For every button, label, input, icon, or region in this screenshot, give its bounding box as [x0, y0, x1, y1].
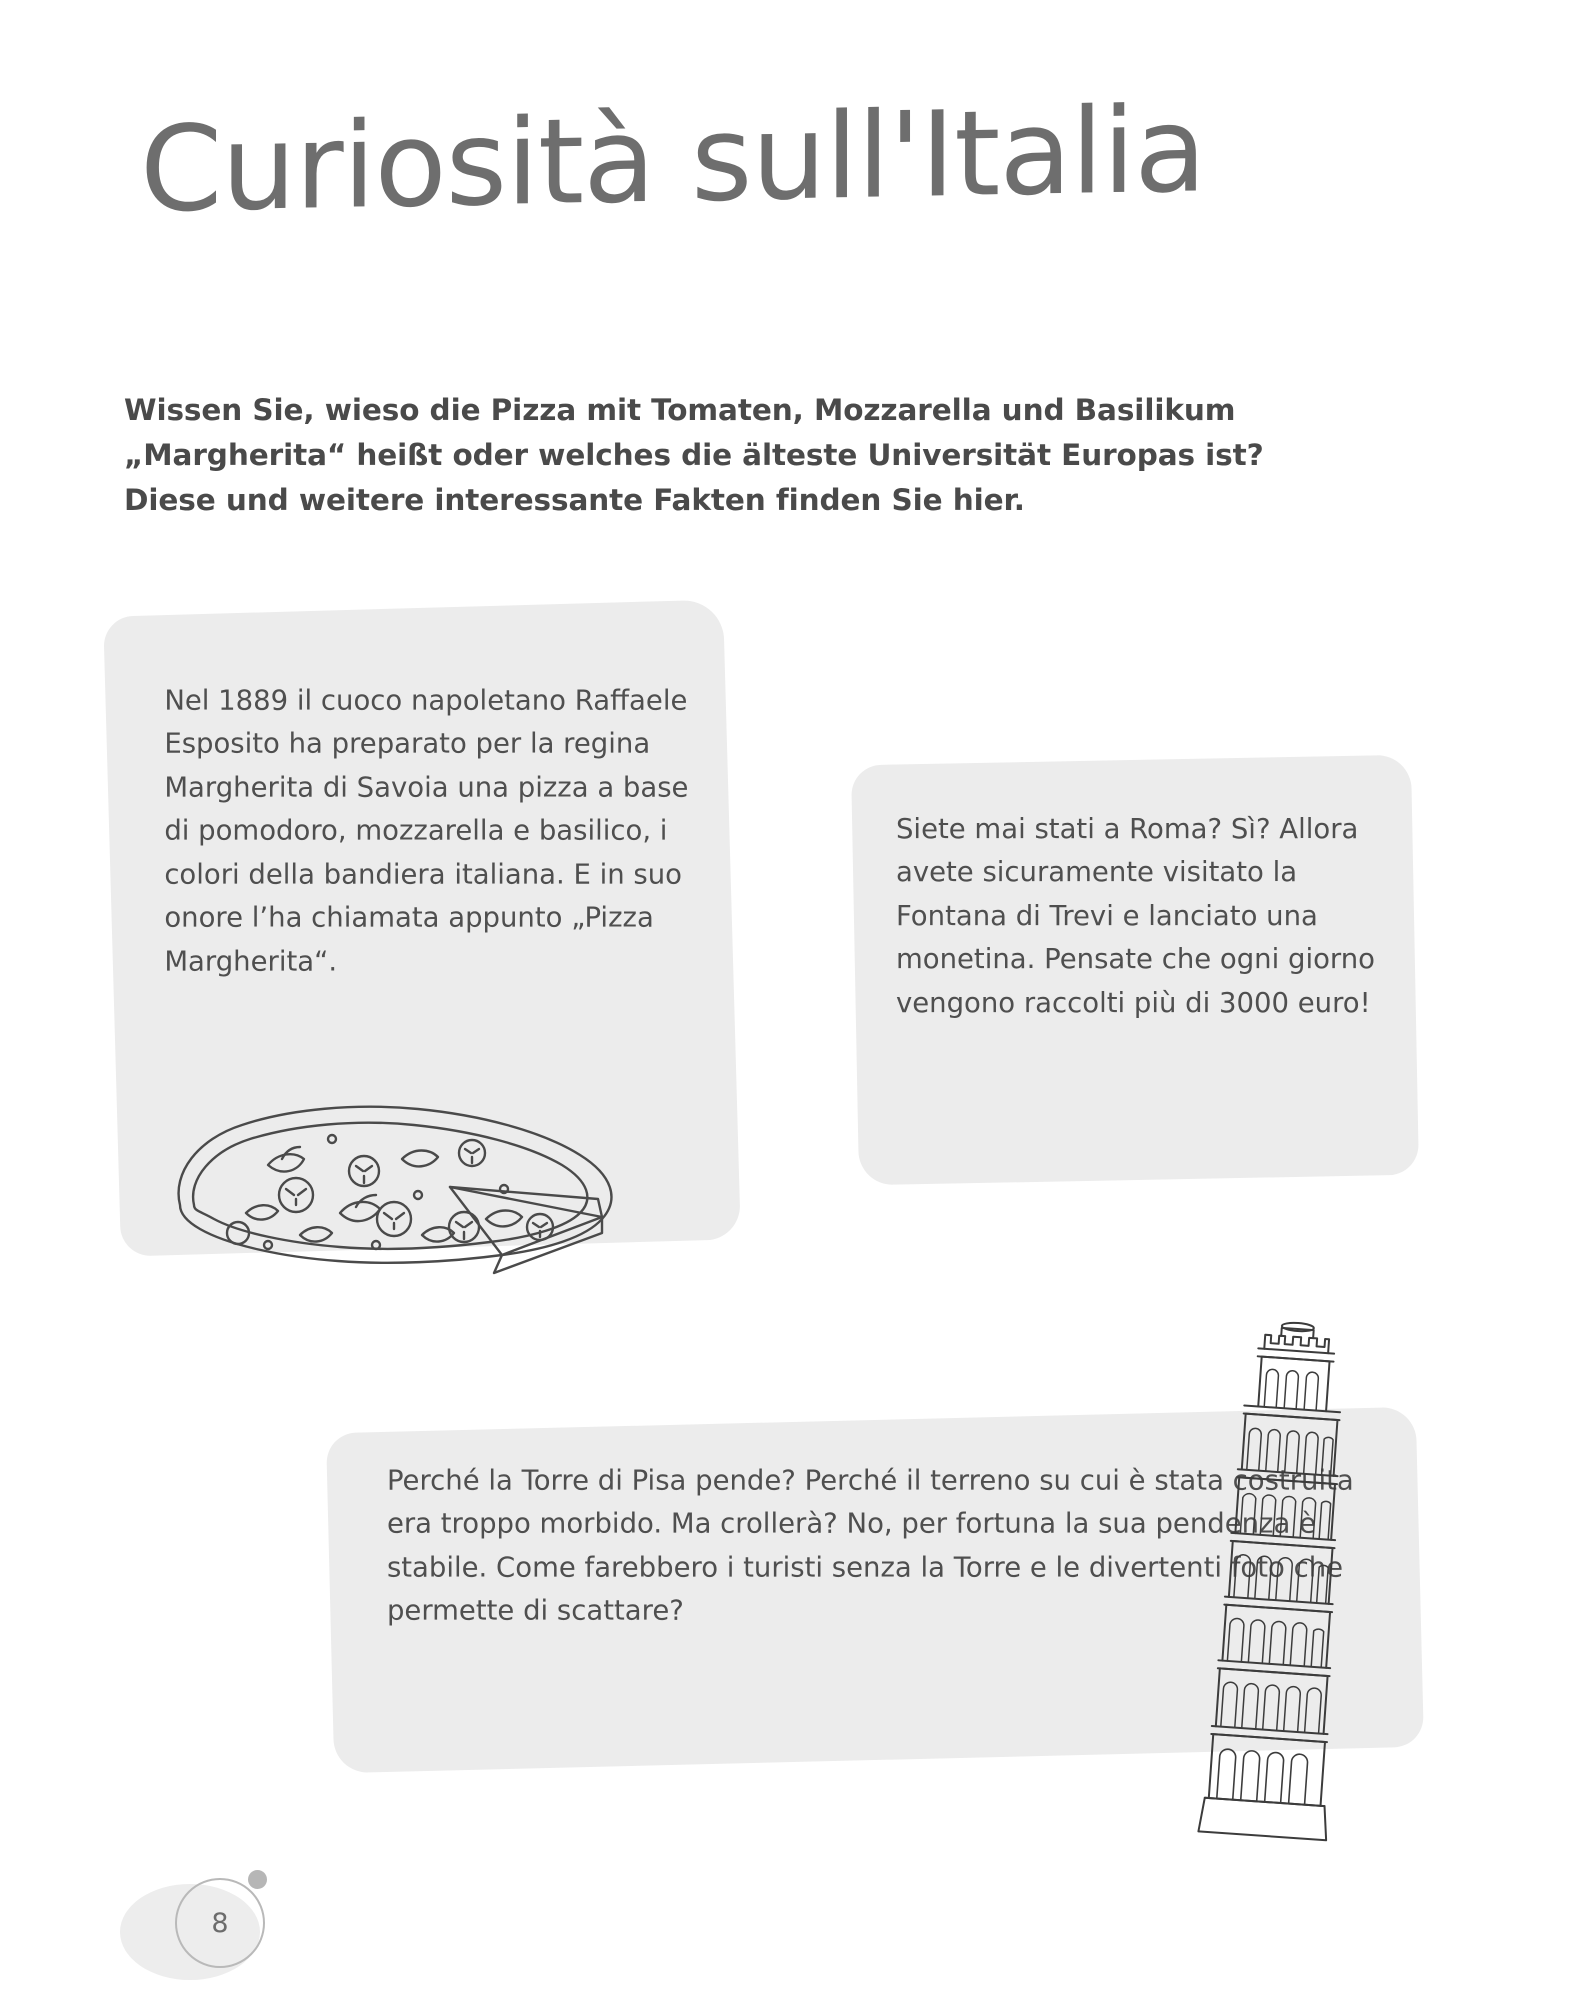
leaning-tower-of-pisa-drawing-icon [1150, 1240, 1380, 1860]
fact-bubble-roma-text: Siete mai stati a Roma? Sì? Allora avete sicuramente visitato la Fontana di Trevi e lanciato una monetina. Pensate che ogni giorno vengono raccolti più di 3000 euro! [895, 812, 1376, 1019]
fact-bubble-pizza-text: Nel 1889 il cuoco napoletano Raffaele Esposito ha preparato per la regina Margherita di Savoia una pizza a base di pomodoro, mozzarella e basilico, i colori della bandiera italiana. E in suo onore l’ha chiamata appunto „Pizza Margherita“. [164, 684, 689, 978]
intro-paragraph: Wissen Sie, wieso die Pizza mit Tomaten, Mozzarella und Basilikum „Margherita“ heißt oder welches die älteste Universität Europas ist? Diese und weitere interessante Fakten finden Sie hier. [124, 393, 1264, 517]
fact-bubble-pisa-text: Perché la Torre di Pisa pende? Perché il terreno su cui è stata costruita era troppo morbido. Ma crollerà? No, per fortuna la sua pendenza è stabile. Come farebbero i turisti senza la Torre e le divertenti foto che permette di scattare? [386, 1464, 1354, 1628]
page-number-badge [175, 1878, 265, 1968]
fact-bubble-roma [851, 755, 1419, 1186]
page-number-text: 8 [211, 1907, 229, 1939]
page-number-dot [248, 1870, 267, 1889]
pizza-drawing-icon [150, 1095, 680, 1315]
page-number-group [120, 1862, 310, 1982]
page-title: Curiosità sull'Italia [140, 80, 1206, 239]
